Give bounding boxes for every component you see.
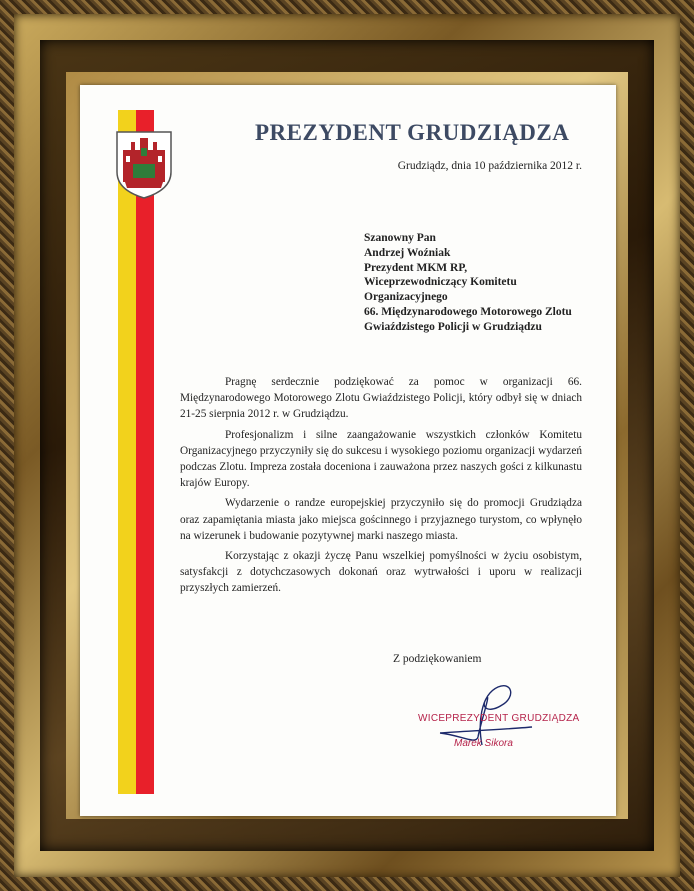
- stamp-name: Marek Sikora: [454, 738, 513, 749]
- yellow-stripe: [118, 110, 136, 794]
- recipient-line: 66. Międzynarodowego Motorowego Zlotu: [364, 305, 572, 318]
- stamp-role: WICEPREZYDENT GRUDZIĄDZA: [418, 713, 580, 724]
- recipient-line: Andrzej Woźniak: [364, 246, 451, 259]
- body-paragraph: Profesjonalizm i silne zaangażowanie wszystkich członków Komitetu Organizacyjnego przyczyniły się do sukcesu i wysokiego poziomu organizacji wydarzeń podczas Zlotu. Impreza została doceniona i zauważona przez naszych gości z kilkunastu krajów Europy.: [180, 428, 582, 490]
- recipient-line: Organizacyjnego: [364, 291, 448, 304]
- closing-line: Z podziękowaniem: [393, 653, 482, 665]
- recipient-line: Wiceprzewodniczący Komitetu: [364, 276, 517, 289]
- recipient-line: Gwiaździstego Policji w Grudziądzu: [364, 320, 542, 333]
- letter-heading: PREZYDENT GRUDZIĄDZA: [255, 120, 570, 145]
- letter-body: [180, 374, 582, 601]
- recipient-line: Prezydent MKM RP,: [364, 261, 468, 274]
- recipient-address: [364, 231, 572, 335]
- date-line: Grudziądz, dnia 10 października 2012 r.: [397, 160, 582, 172]
- red-stripe: [136, 110, 154, 794]
- body-paragraph: Korzystając z okazji życzę Panu wszelkiej pomyślności w życiu osobistym, satysfakcji z dotychczasowych dokonań oraz wytrwałości i uporu w realizacji przyszłych zamierzeń.: [180, 550, 582, 595]
- body-paragraph: Pragnę serdecznie podziękować za pomoc w organizacji 66. Międzynarodowego Motorowego Zlotu Gwiaździstego Policji, który odbył się w dniach 21-25 sierpnia 2012 r. w Grudziądzu.: [180, 376, 582, 421]
- body-paragraph: Wydarzenie o randze europejskiej przyczyniło się do promocji Grudziądza oraz zapamiętania miasta jako miejsca gościnnego i przyjaznego turystom, co wpłynęło na wizerunek i budowanie pozytywnej marki naszego miasta.: [180, 497, 582, 542]
- city-coat-of-arms-icon: [113, 128, 175, 200]
- recipient-line: Szanowny Pan: [364, 232, 436, 244]
